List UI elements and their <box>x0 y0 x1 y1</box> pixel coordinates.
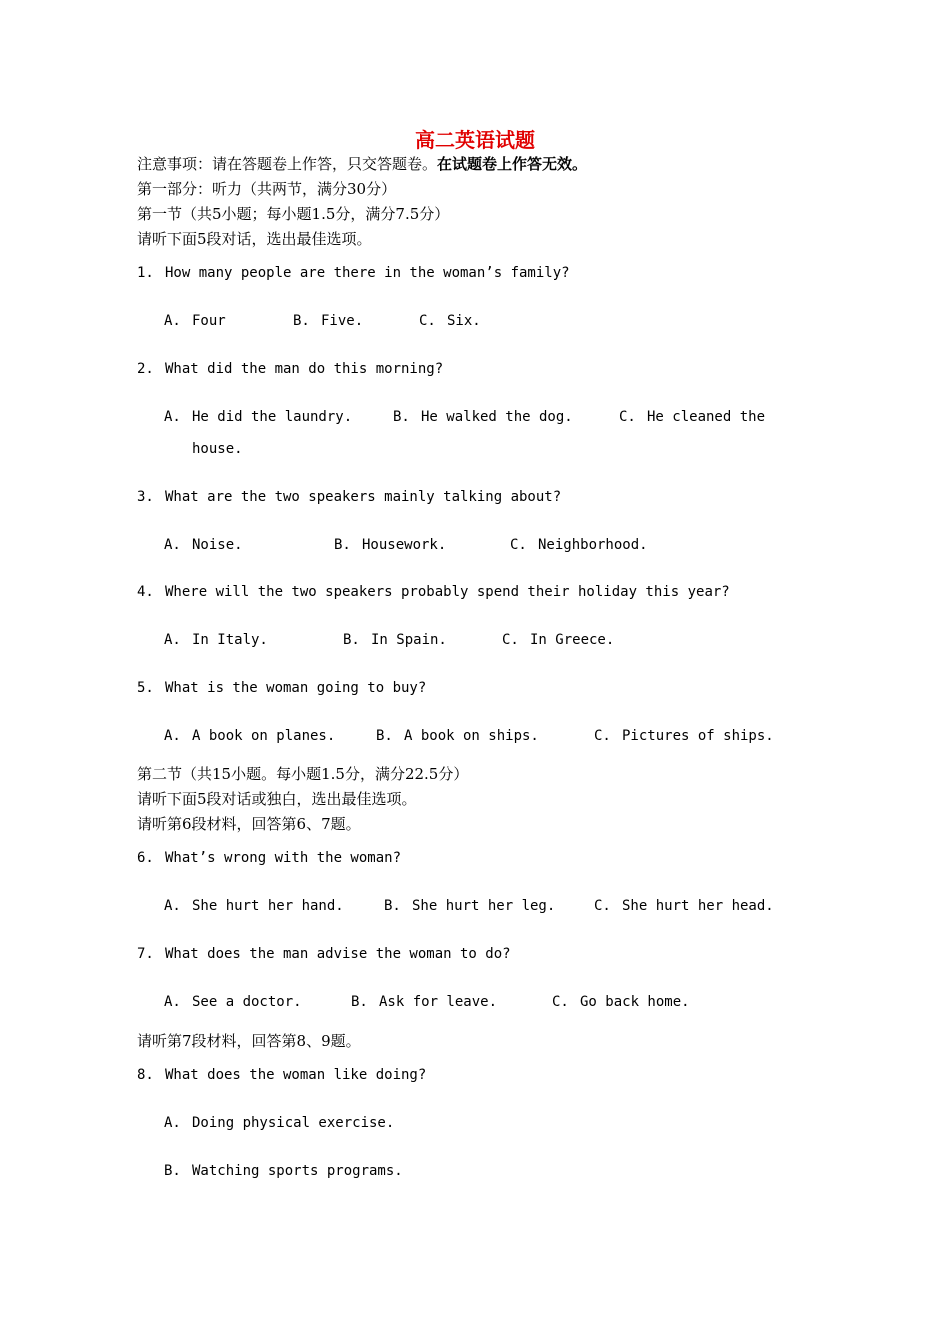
question-7: 7. What does the man advise the woman to do? <box>137 946 511 962</box>
notice-line <box>137 153 587 174</box>
section2-instruction: 请听下面5段对话或独白，选出最佳选项。 <box>137 790 417 808</box>
question-4: 4. Where will the two speakers probably spend their holiday this year? <box>137 584 730 600</box>
section1-heading: 第一节（共5小题；每小题1.5分，满分7.5分） <box>137 205 450 223</box>
option-c: C. Six. <box>419 313 481 329</box>
option-a: A. In Italy. <box>164 632 268 648</box>
question-text: How many people are there in the woman’s family? <box>165 265 570 281</box>
option-a: A. See a doctor. <box>164 994 302 1010</box>
option-c: C. She hurt her head. <box>594 898 774 914</box>
option-c: C. Pictures of ships. <box>594 728 774 744</box>
option-a: A. Noise. <box>164 537 243 553</box>
option-b: B. Five. <box>293 313 364 329</box>
section2-heading: 第二节（共15小题。每小题1.5分，满分22.5分） <box>137 765 469 783</box>
option-c: C. Neighborhood. <box>510 537 648 553</box>
option-b: B. He walked the dog. <box>393 409 573 425</box>
question-6: 6. What’s wrong with the woman? <box>137 850 402 866</box>
option-a: A. He did the laundry. <box>164 409 353 425</box>
option-b: B. She hurt her leg. <box>384 898 556 914</box>
question-2: 2. What did the man do this morning? <box>137 361 444 377</box>
notice-emphasis: 在试题卷上作答无效。 <box>437 155 588 173</box>
option-a: A. She hurt her hand. <box>164 898 344 914</box>
option-c: C. Go back home. <box>552 994 690 1010</box>
material-6-instruction: 请听第6段材料，回答第6、7题。 <box>137 815 361 833</box>
option-a: A. A book on planes. <box>164 728 336 744</box>
option-c: C. He cleaned the <box>619 409 766 425</box>
option-c: C. In Greece. <box>502 632 615 648</box>
option-a: A. Four <box>164 313 226 329</box>
option-a: A. Doing physical exercise. <box>164 1115 395 1131</box>
option-b: B. A book on ships. <box>376 728 539 744</box>
option-b: B. Watching sports programs. <box>164 1163 403 1179</box>
notice-label: 注意事项：请在答题卷上作答，只交答题卷。 <box>137 155 438 173</box>
option-b: B. In Spain. <box>343 632 447 648</box>
section1-instruction: 请听下面5段对话，选出最佳选项。 <box>137 230 372 248</box>
question-1 <box>137 265 570 281</box>
material-7-instruction: 请听第7段材料，回答第8、9题。 <box>137 1032 361 1050</box>
question-number: 1. <box>137 265 154 281</box>
option-b: B. Ask for leave. <box>351 994 498 1010</box>
question-8: 8. What does the woman like doing? <box>137 1067 427 1083</box>
option-c-wrap: house. <box>192 441 243 457</box>
question-3: 3. What are the two speakers mainly talking about? <box>137 489 562 505</box>
option-b: B. Housework. <box>334 537 447 553</box>
question-5: 5. What is the woman going to buy? <box>137 680 427 696</box>
part1-heading: 第一部分：听力（共两节，满分30分） <box>137 180 397 198</box>
page-title: 高二英语试题 <box>415 128 535 152</box>
